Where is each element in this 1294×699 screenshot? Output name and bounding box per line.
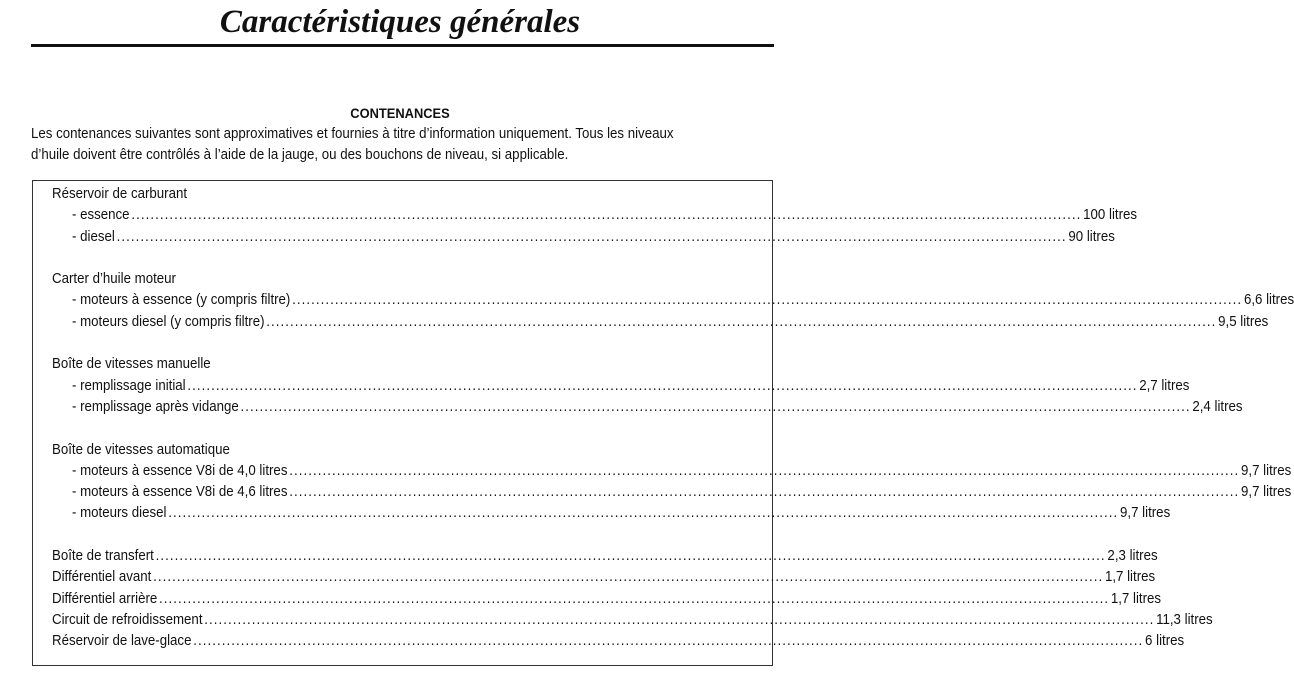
capacity-label: Boîte de transfert — [52, 547, 154, 565]
category-manual-gearbox: Boîte de vitesses manuelle — [52, 355, 211, 373]
category-automatic-gearbox: Boîte de vitesses automatique — [52, 440, 230, 458]
intro-line: d’huile doivent être contrôlés à l’aide de la jauge, ou des bouchons de niveau, si applicable. — [31, 146, 569, 163]
capacity-label: - diesel — [72, 227, 115, 245]
capacity-row — [52, 481, 1292, 502]
spacer — [52, 247, 752, 268]
capacity-value: 11,3 litres — [1156, 610, 1213, 628]
capacity-label: - essence — [72, 206, 130, 224]
title-rule — [31, 44, 774, 47]
capacity-value: 2,3 litres — [1107, 547, 1158, 565]
dot-leader: ........................................................................................................................................................................................................ — [289, 483, 1240, 501]
capacity-value: 1,7 litres — [1110, 589, 1162, 607]
capacity-label: - remplissage initial — [72, 376, 186, 394]
dot-leader: ........................................................................................................................................................................................................ — [204, 610, 1155, 628]
capacity-label: - moteurs diesel — [72, 504, 167, 522]
capacity-value: 6,6 litres — [1243, 291, 1294, 309]
capacity-row — [52, 375, 1190, 396]
category-engine-oil: Carter d’huile moteur — [52, 270, 176, 288]
capacity-label: Différentiel avant — [52, 568, 152, 586]
dot-leader: ........................................................................................................................................................................................................ — [116, 227, 1067, 245]
dot-leader: ........................................................................................................................................................................................................ — [168, 504, 1119, 522]
capacity-row — [52, 502, 1171, 523]
page-title: Caractéristiques générales — [219, 4, 581, 40]
dot-leader: ........................................................................................................................................................................................................ — [292, 291, 1243, 309]
capacity-row — [52, 204, 1138, 225]
capacity-row — [52, 609, 1213, 630]
capacity-value: 9,7 litres — [1120, 504, 1171, 522]
capacity-row — [52, 566, 1156, 587]
capacity-label: Réservoir de lave-glace — [52, 632, 192, 650]
dot-leader: ........................................................................................................................................................................................................ — [131, 206, 1082, 224]
capacity-value: 6 litres — [1145, 632, 1185, 650]
capacity-row — [52, 545, 1158, 566]
capacity-row — [52, 588, 1162, 609]
spacer — [52, 417, 752, 438]
dot-leader: ........................................................................................................................................................................................................ — [193, 632, 1144, 650]
capacity-value: 90 litres — [1068, 227, 1115, 245]
capacity-value: 1,7 litres — [1104, 568, 1156, 586]
dot-leader: ........................................................................................................................................................................................................ — [153, 568, 1104, 586]
intro-paragraph — [31, 123, 739, 165]
capacity-value: 2,4 litres — [1192, 397, 1243, 415]
dot-leader: ........................................................................................................................................................................................................ — [159, 589, 1110, 607]
capacity-label: - moteurs à essence V8i de 4,0 litres — [72, 461, 288, 479]
capacities-list — [52, 183, 1294, 652]
dot-leader: ........................................................................................................................................................................................................ — [155, 547, 1106, 565]
capacity-row — [52, 226, 1115, 247]
capacity-row — [52, 460, 1292, 481]
capacity-row — [52, 630, 1185, 651]
capacity-row — [52, 311, 1269, 332]
spacer — [52, 524, 752, 545]
dot-leader: ........................................................................................................................................................................................................ — [240, 397, 1191, 415]
capacity-value: 100 litres — [1083, 206, 1138, 224]
capacity-label: - moteurs à essence V8i de 4,6 litres — [72, 483, 288, 501]
capacity-label: - moteurs diesel (y compris filtre) — [72, 312, 265, 330]
intro-line: Les contenances suivantes sont approximatives et fournies à titre d’information uniquement. Tous les niveaux — [31, 125, 674, 142]
capacity-label: Circuit de refroidissement — [52, 610, 203, 628]
spacer — [52, 332, 752, 353]
capacity-value: 2,7 litres — [1139, 376, 1190, 394]
capacity-label: - remplissage après vidange — [72, 397, 239, 415]
category-fuel-tank: Réservoir de carburant — [52, 185, 188, 202]
dot-leader: ........................................................................................................................................................................................................ — [289, 461, 1240, 479]
capacity-label: - moteurs à essence (y compris filtre) — [72, 291, 291, 309]
capacity-row — [52, 396, 1243, 417]
capacity-label: Différentiel arrière — [52, 589, 158, 607]
dot-leader: ........................................................................................................................................................................................................ — [187, 376, 1138, 394]
capacity-value: 9,7 litres — [1241, 483, 1292, 501]
dot-leader: ........................................................................................................................................................................................................ — [266, 312, 1217, 330]
capacity-value: 9,7 litres — [1241, 461, 1292, 479]
section-heading: CONTENANCES — [350, 105, 450, 121]
capacity-row — [52, 289, 1294, 310]
capacity-value: 9,5 litres — [1218, 312, 1269, 330]
